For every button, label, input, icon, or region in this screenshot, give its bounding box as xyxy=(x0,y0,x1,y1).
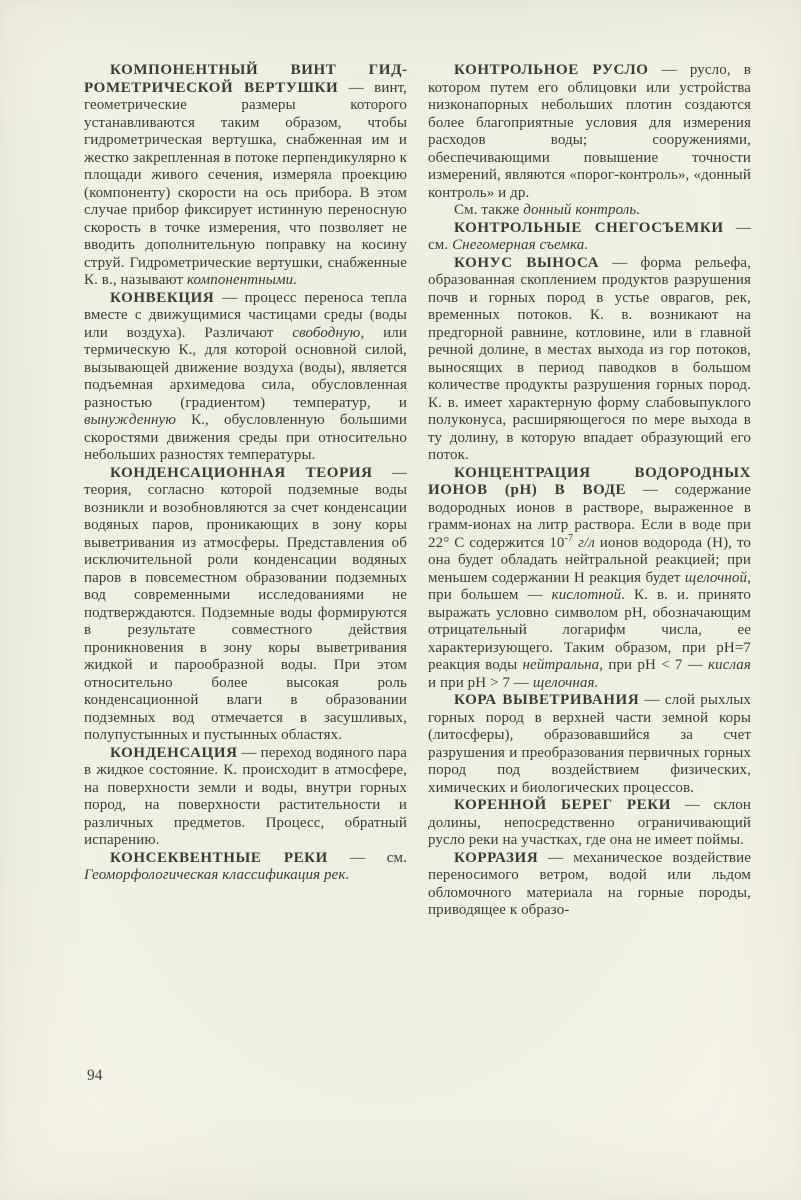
entry-text: — теория, согласно которой подземные воды возникли и возобновляются за счет конденсации водяных паров, проникающих в зону коры выветривания из атмосферы. Представления об исключительной роли конденсации водяных паров в повсеместном образовании подземных вод современными исследованиями не подтверждаются. Подземные воды формируются в результате совместного действия проникновения в зону коры выветривания жидкой и парообразной воды. При этом относительно более высокая роль конденсационной влаги в образовании подземных вод отмечается в засушливых, полупустынных и пустынных областях. xyxy=(84,464,407,743)
entry-konsekventnye-reki xyxy=(84,850,407,885)
entry-text: ионов водорода (Н), то она будет обладать нейтральной реакцией; при меньшем содержании Н реакция будет xyxy=(428,534,751,586)
entry-konvekciya xyxy=(84,290,407,465)
text-columns xyxy=(84,62,751,920)
entry-text: См. также xyxy=(454,202,524,218)
entry-text: — слой рыхлых горных пород в верхней части земной коры (литосферы), образовавшийся за счет разрушения и преобразования первичных горных пород под воздействием физических, химических и биологических процессов. xyxy=(428,692,751,796)
entry-text: нейтральна xyxy=(522,657,600,673)
entry-term: КОНЦЕНТРАЦИЯ ВОДОРОДНЫХ ИОНОВ (рН) В ВОДЕ xyxy=(428,464,751,498)
entry-konus-vynosa xyxy=(428,255,751,465)
entry-term: КОНДЕНСАЦИЯ xyxy=(110,744,238,761)
entry-text: К., обусловленную большими скоростями движения среды при относительно небольших разностях температуры. xyxy=(84,412,407,463)
entry-text: донный контроль. xyxy=(523,202,641,218)
entry-text: — винт, геометрические размеры которого устанавливаются таким образом, чтобы гидрометрическая вертушка, снабженная им и жестко закрепленная в потоке перпендикулярно к площади живого сечения, измеряла проекцию (компоненту) скорости на ось прибора. В этом случае прибор фиксирует истинную переносную скорость в точке измерения, что позволяет не вводить дополнительную поправку на косину струй. Гидрометрические вертушки, снабженные К. в., называют xyxy=(84,79,407,288)
entry-komponentnyj-vint xyxy=(84,62,407,290)
entry-term: КОРРАЗИЯ xyxy=(454,849,539,866)
entry-term: КОНВЕКЦИЯ xyxy=(110,289,215,306)
entry-text: щелочная. xyxy=(532,674,599,691)
entry-text: свободную xyxy=(292,324,361,341)
entry-korennoj-bereg-reki xyxy=(428,797,751,850)
entry-text: . К. в. и. принято выражать условно символом рН, обозначающим отрицательный логарифм числа, ее характеризующего. Таким образом, при рН=7 реакция воды xyxy=(428,587,751,673)
entry-term: КОНСЕКВЕНТНЫЕ РЕКИ xyxy=(110,849,328,866)
entry-text: — механическое воздействие переносимого ветром, водой или льдом обломочного материала на горные породы, приводящее к образо- xyxy=(428,849,751,918)
entry-korraziya xyxy=(428,850,751,920)
entry-kondensaciya xyxy=(84,745,407,850)
entry-text: вынужденную xyxy=(84,412,176,428)
entry-text: компонентными. xyxy=(186,272,298,288)
entry-text: — форма рельефа, образованная скоплением продуктов разрушения почв и горных пород в устье оврагов, рек, временных потоков. К. в. возникают на предгорной равнине, котловине, или в главной речной долине, в местах выхода из гор потоков, выносящих в период паводков в большом количестве продукты разрушения горных пород. К. в. имеет характерную форму слабовыпуклого полуконуса, расширяющегося по мере выхода в ту долину, в которую впадает образующий его поток. xyxy=(428,254,751,463)
entry-text: — процесс переноса тепла вместе с движущимися частицами среды (воды или воздуха). Различают xyxy=(84,289,407,341)
entry-text: , при рН < 7 — xyxy=(599,657,708,673)
entry-text: — русло, в котором путем его облицовки или устройства низконапорных небольших плотин создаются более благоприятные условия для измерения расходов воды; сооружениями, обеспечивающими повышение точности измерений, являются «порог-контроль», «донный контроль» и др. xyxy=(428,62,751,201)
entry-text: — склон долины, непосредственно ограничивающий русло реки на участках, где она не имеет поймы. xyxy=(428,797,751,848)
entry-term: КОНТРОЛЬНОЕ РУСЛО xyxy=(454,62,649,78)
column-1 xyxy=(84,62,407,920)
entry-kondensacionnaya-teoriya xyxy=(84,465,407,745)
entry-kora-vyvetrivaniya xyxy=(428,692,751,797)
entry-term: КОМПОНЕНТНЫЙ ВИНТ ГИДРОМЕТРИЧЕСКОЙ ВЕРТУШКИ xyxy=(84,62,407,96)
entry-text: , при большем — xyxy=(428,569,751,603)
see-also-note xyxy=(428,202,751,220)
entry-text: щелочной xyxy=(684,569,748,586)
entry-text: — содержание водородных ионов в растворе, выраженное в грамм-ионах на литр раствора. Если в воде при 22° С содержится 10 xyxy=(428,482,751,551)
entry-text: Снегомерная съемка. xyxy=(452,237,589,253)
entry-term: КОНТРОЛЬНЫЕ СНЕГОСЪЕМКИ xyxy=(454,219,724,236)
entry-text: г/л xyxy=(577,534,595,551)
entry-text: кислая xyxy=(708,657,751,673)
entry-text: Геоморфологическая классификация рек. xyxy=(84,867,350,883)
entry-koncentraciya-vodorodnyh-ionov xyxy=(428,465,751,693)
entry-kontrolnoe-ruslo xyxy=(428,62,751,202)
entry-term: КОНУС ВЫНОСА xyxy=(454,254,600,271)
column-2 xyxy=(428,62,751,920)
entry-term: КОРА ВЫВЕТРИВАНИЯ xyxy=(454,692,640,708)
entry-text: кислотной xyxy=(551,587,622,603)
entry-text: , или термическую К., для которой основной силой, вызывающей движение воздуха (воды), является подъемная архимедова сила, обусловленная разностью (градиентом) температур, и xyxy=(84,324,407,411)
page-number: 94 xyxy=(87,1067,103,1084)
entry-text: — см. xyxy=(428,219,751,253)
entry-text: — см. xyxy=(327,849,407,866)
entry-text: — переход водяного пара в жидкое состояние. К. происходит в атмосфере, на поверхности земли и воды, внутри горных пород, на поверхности растительности и различных предметов. Процесс, обратный испарению. xyxy=(84,744,407,848)
entry-text: и при рН > 7 — xyxy=(428,674,533,691)
entry-term: КОРЕННОЙ БЕРЕГ РЕКИ xyxy=(454,797,671,813)
entry-term: КОНДЕНСАЦИОННАЯ ТЕОРИЯ xyxy=(110,464,373,481)
entry-text: -7 xyxy=(564,532,574,544)
entry-kontrolnye-snegosyemki xyxy=(428,220,751,255)
